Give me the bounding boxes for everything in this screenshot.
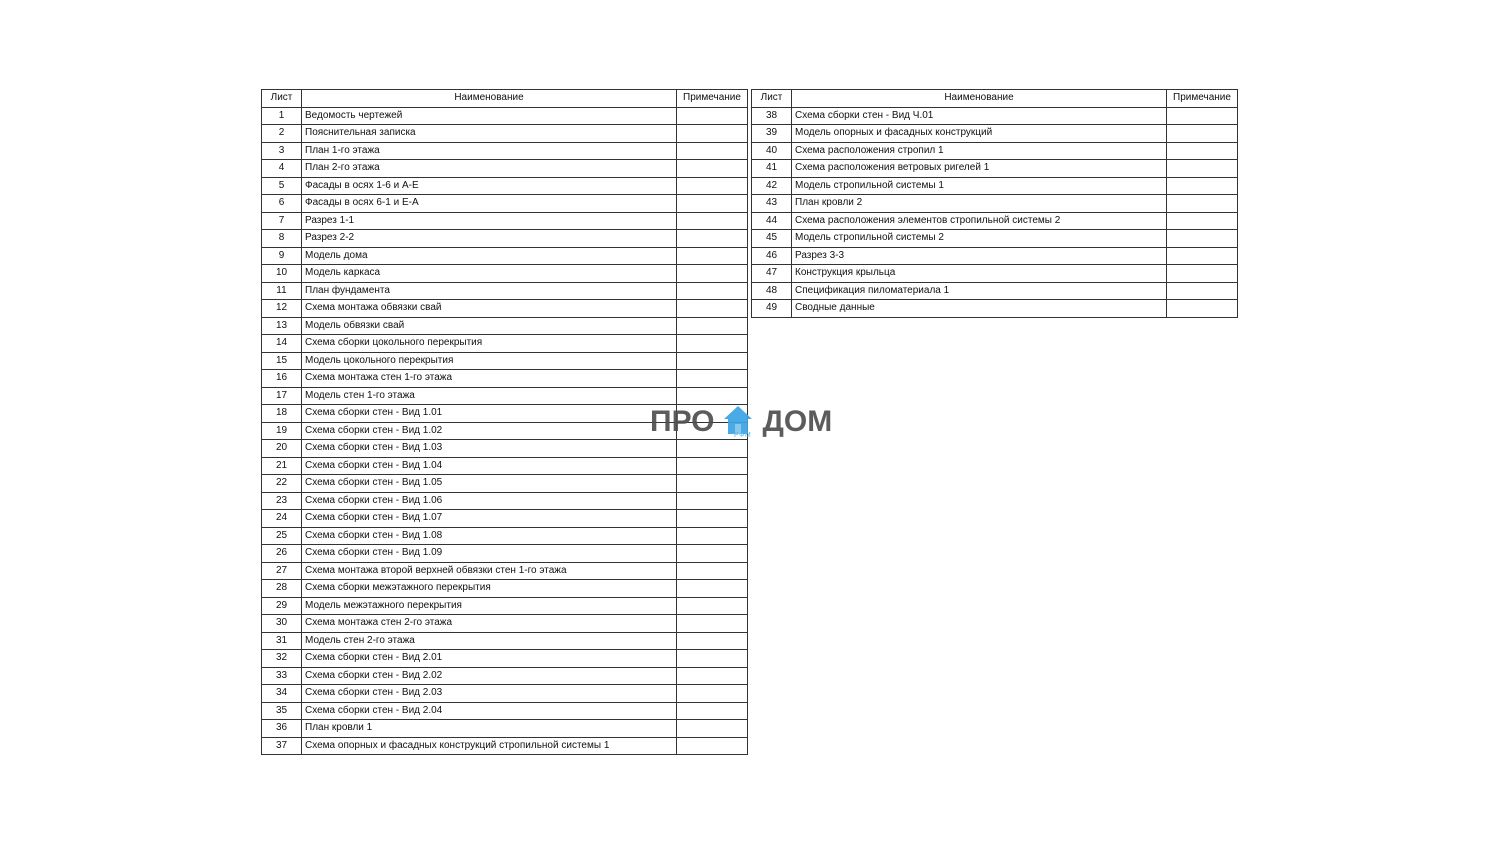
table-row [752,212,1238,230]
sheet-number-cell: 11 [262,282,302,300]
note-cell [677,667,748,685]
drawing-name-cell: План кровли 2 [792,195,1167,213]
sheet-number-cell: 23 [262,492,302,510]
note-cell [677,282,748,300]
sheet-number-cell: 28 [262,580,302,598]
drawing-name-cell: Модель стен 2-го этажа [302,632,677,650]
note-cell [677,737,748,755]
drawing-name-cell: Схема сборки стен - Вид 1.09 [302,545,677,563]
note-column-header: Примечание [677,90,748,108]
sheet-number-cell: 27 [262,562,302,580]
note-cell [677,475,748,493]
table-row [262,475,748,493]
sheet-number-cell: 16 [262,370,302,388]
sheet-number-cell: 9 [262,247,302,265]
drawing-name-cell: Модель дома [302,247,677,265]
table-row [262,107,748,125]
table-row [262,247,748,265]
drawing-name-cell: Схема сборки стен - Вид Ч.01 [792,107,1167,125]
sheet-number-cell: 15 [262,352,302,370]
drawing-name-cell: Схема опорных и фасадных конструкций стропильной системы 1 [302,737,677,755]
note-cell [677,125,748,143]
note-cell [677,370,748,388]
table-row [262,510,748,528]
sheet-number-cell: 31 [262,632,302,650]
sheet-number-cell: 47 [752,265,792,283]
table-row [752,282,1238,300]
drawing-name-cell: Схема сборки стен - Вид 1.07 [302,510,677,528]
drawing-name-cell: Пояснительная записка [302,125,677,143]
drawing-name-cell: Схема монтажа обвязки свай [302,300,677,318]
sheet-number-cell: 4 [262,160,302,178]
drawing-name-cell: План кровли 1 [302,720,677,738]
note-cell [677,492,748,510]
note-cell [677,247,748,265]
note-cell [677,720,748,738]
name-column-header: Наименование [792,90,1167,108]
note-cell [677,650,748,668]
drawing-name-cell: Схема сборки стен - Вид 1.06 [302,492,677,510]
drawing-name-cell: Модель стен 1-го этажа [302,387,677,405]
note-column-header: Примечание [1167,90,1238,108]
note-cell [1167,247,1238,265]
sheet-number-cell: 1 [262,107,302,125]
drawing-name-cell: Схема монтажа второй верхней обвязки стен 1-го этажа [302,562,677,580]
drawing-name-cell: Схема сборки стен - Вид 2.04 [302,702,677,720]
watermark-left-text: ПРО [650,405,715,438]
table-row [262,282,748,300]
drawing-name-cell: Спецификация пиломатериала 1 [792,282,1167,300]
note-cell [1167,107,1238,125]
sheet-number-cell: 38 [752,107,792,125]
watermark-right-text: ДОМ [762,405,833,438]
table-row [262,370,748,388]
table-header-row [752,90,1238,108]
sheet-number-cell: 46 [752,247,792,265]
drawing-name-cell: Модель межэтажного перекрытия [302,597,677,615]
sheet-number-cell: 43 [752,195,792,213]
note-cell [677,317,748,335]
table-row [262,597,748,615]
drawing-name-cell: Схема сборки стен - Вид 2.03 [302,685,677,703]
sheet-number-cell: 18 [262,405,302,423]
table-row [262,650,748,668]
note-cell [677,632,748,650]
table-row [752,195,1238,213]
sheet-number-cell: 13 [262,317,302,335]
drawing-name-cell: Модель стропильной системы 1 [792,177,1167,195]
drawing-name-cell: Схема сборки стен - Вид 1.05 [302,475,677,493]
drawing-name-cell: План 2-го этажа [302,160,677,178]
drawing-name-cell: Разрез 1-1 [302,212,677,230]
sheet-number-cell: 44 [752,212,792,230]
sheet-column-header: Лист [262,90,302,108]
sheet-number-cell: 19 [262,422,302,440]
sheet-number-cell: 42 [752,177,792,195]
drawing-name-cell: Схема монтажа стен 2-го этажа [302,615,677,633]
sheet-number-cell: 20 [262,440,302,458]
sheet-number-cell: 40 [752,142,792,160]
drawing-name-cell: Фасады в осях 6-1 и Е-А [302,195,677,213]
table-row [752,265,1238,283]
sheet-number-cell: 37 [262,737,302,755]
drawing-name-cell: Схема расположения ветровых ригелей 1 [792,160,1167,178]
table-row [262,720,748,738]
drawing-name-cell: Модель цокольного перекрытия [302,352,677,370]
table-row [262,352,748,370]
table-row [752,300,1238,318]
table-row [262,335,748,353]
note-cell [677,335,748,353]
name-column-header: Наименование [302,90,677,108]
table-row [262,702,748,720]
table-row [752,125,1238,143]
drawing-name-cell: Схема монтажа стен 1-го этажа [302,370,677,388]
drawing-name-cell: План 1-го этажа [302,142,677,160]
table-row [752,247,1238,265]
note-cell [1167,195,1238,213]
table-row [262,177,748,195]
note-cell [677,352,748,370]
note-cell [677,160,748,178]
table-row [262,685,748,703]
sheet-number-cell: 24 [262,510,302,528]
sheet-number-cell: 33 [262,667,302,685]
table-row [262,317,748,335]
note-cell [677,195,748,213]
drawing-name-cell: Разрез 2-2 [302,230,677,248]
note-cell [677,615,748,633]
note-cell [1167,160,1238,178]
sheet-number-cell: 30 [262,615,302,633]
table-row [752,142,1238,160]
note-cell [677,230,748,248]
table-row [262,492,748,510]
note-cell [677,142,748,160]
sheet-number-cell: 22 [262,475,302,493]
drawing-name-cell: Схема сборки стен - Вид 1.08 [302,527,677,545]
table-row [262,545,748,563]
drawing-name-cell: Схема сборки стен - Вид 2.01 [302,650,677,668]
sheet-number-cell: 3 [262,142,302,160]
sheet-number-cell: 6 [262,195,302,213]
drawing-name-cell: Схема сборки стен - Вид 1.03 [302,440,677,458]
sheet-number-cell: 25 [262,527,302,545]
sheet-number-cell: 35 [262,702,302,720]
sheet-number-cell: 12 [262,300,302,318]
drawing-name-cell: Разрез 3-3 [792,247,1167,265]
drawings-list-table-right [751,89,1238,318]
table-row [752,107,1238,125]
table-row [262,230,748,248]
sheet-number-cell: 21 [262,457,302,475]
table-row [752,177,1238,195]
drawing-name-cell: Схема сборки цокольного перекрытия [302,335,677,353]
table-row [262,562,748,580]
table-row [262,142,748,160]
note-cell [677,510,748,528]
table-row [262,667,748,685]
watermark-subtext: РФМ [734,432,752,439]
drawing-name-cell: Модель каркаса [302,265,677,283]
sheet-number-cell: 5 [262,177,302,195]
table-row [262,212,748,230]
note-cell [1167,177,1238,195]
table-row [752,160,1238,178]
table-row [262,440,748,458]
note-cell [677,107,748,125]
note-cell [677,545,748,563]
sheet-number-cell: 34 [262,685,302,703]
note-cell [677,580,748,598]
sheet-number-cell: 48 [752,282,792,300]
drawing-name-cell: Схема сборки стен - Вид 1.04 [302,457,677,475]
table-row [262,195,748,213]
table-row [262,580,748,598]
note-cell [677,177,748,195]
drawing-name-cell: План фундамента [302,282,677,300]
note-cell [1167,212,1238,230]
sheet-column-header: Лист [752,90,792,108]
drawing-name-cell: Схема сборки межэтажного перекрытия [302,580,677,598]
note-cell [677,685,748,703]
table-row [262,125,748,143]
note-cell [677,702,748,720]
table-row [262,632,748,650]
note-cell [1167,300,1238,318]
table-row [262,457,748,475]
drawing-name-cell: Конструкция крыльца [792,265,1167,283]
note-cell [677,457,748,475]
sheet-number-cell: 36 [262,720,302,738]
table-row [262,265,748,283]
note-cell [677,562,748,580]
sheet-number-cell: 29 [262,597,302,615]
note-cell [677,265,748,283]
sheet-number-cell: 45 [752,230,792,248]
note-cell [1167,282,1238,300]
note-cell [1167,265,1238,283]
note-cell [677,527,748,545]
note-cell [1167,142,1238,160]
sheet-number-cell: 8 [262,230,302,248]
note-cell [677,597,748,615]
drawing-name-cell: Схема сборки стен - Вид 2.02 [302,667,677,685]
drawing-name-cell: Ведомость чертежей [302,107,677,125]
drawing-name-cell: Схема расположения элементов стропильной системы 2 [792,212,1167,230]
sheet-number-cell: 7 [262,212,302,230]
table-row [262,737,748,755]
table-row [262,300,748,318]
drawing-name-cell: Схема сборки стен - Вид 1.02 [302,422,677,440]
drawing-name-cell: Схема сборки стен - Вид 1.01 [302,405,677,423]
drawing-name-cell: Модель обвязки свай [302,317,677,335]
sheet-number-cell: 26 [262,545,302,563]
sheet-number-cell: 14 [262,335,302,353]
table-row [262,615,748,633]
drawing-name-cell: Модель опорных и фасадных конструкций [792,125,1167,143]
sheet-number-cell: 17 [262,387,302,405]
sheet-number-cell: 49 [752,300,792,318]
sheet-number-cell: 39 [752,125,792,143]
table-row [752,230,1238,248]
drawing-name-cell: Схема расположения стропил 1 [792,142,1167,160]
note-cell [1167,125,1238,143]
sheet-number-cell: 10 [262,265,302,283]
drawing-name-cell: Модель стропильной системы 2 [792,230,1167,248]
note-cell [677,300,748,318]
watermark-logo [650,402,832,442]
table-row [262,160,748,178]
note-cell [677,440,748,458]
table-body [752,107,1238,317]
sheet-number-cell: 2 [262,125,302,143]
drawing-name-cell: Сводные данные [792,300,1167,318]
table-header-row [262,90,748,108]
sheet-number-cell: 41 [752,160,792,178]
drawing-name-cell: Фасады в осях 1-6 и А-Е [302,177,677,195]
note-cell [677,212,748,230]
table-row [262,527,748,545]
sheet-number-cell: 32 [262,650,302,668]
note-cell [1167,230,1238,248]
